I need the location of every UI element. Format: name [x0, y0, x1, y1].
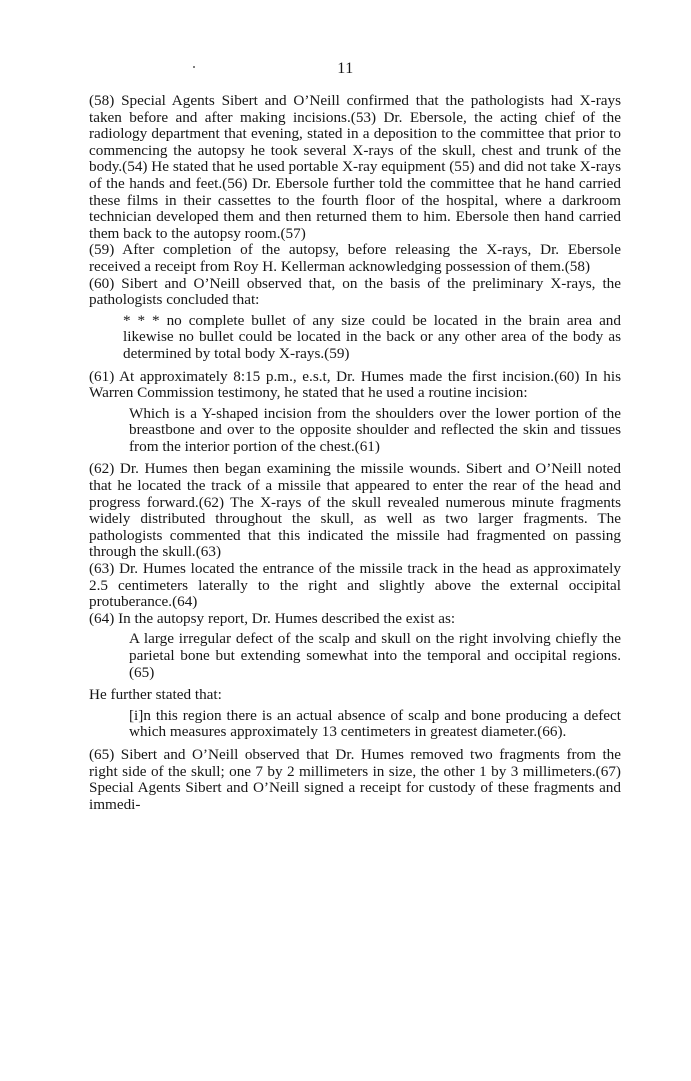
paragraph-58: (58) Special Agents Sibert and O’Neill confirmed that the pathologists had X-rays taken before and after making incisions.(53) Dr. Ebersole, the acting chief of the radiology department that evening, stated in a deposition to the committee that prior to commencing the autopsy he took several X-rays of the skull, chest and trunk of the body.(54) He stated that he used portable X-ray equipment (55) and did not take X-rays of the hands and feet.(56) Dr. Ebersole further told the committee that he hand carried these films in their cassettes to the fourth floor of the hospital, where a darkroom technician developed them and then returned them to him. Ebersole then hand carried them back to the autopsy room.(57) [89, 92, 621, 242]
paragraph-further-stated: He further stated that: [89, 686, 222, 704]
paragraph-61: (61) At approximately 8:15 p.m., e.s.t, Dr. Humes made the first incision.(60) In his Warren Commission testimony, he stated that he used a routine incision: [89, 367, 621, 402]
paragraph-60: (60) Sibert and O’Neill observed that, on the basis of the preliminary X-rays, the pathologists concluded that: [89, 274, 621, 309]
block-quote-xray-findings: * * * no complete bullet of any size could be located in the brain area and likewise no bullet could be located in the back or any other area of the body as determined by total body X-rays.(59) [123, 311, 621, 362]
scan-speck [193, 66, 195, 68]
page-number: 11 [337, 60, 354, 77]
paragraph-62: (62) Dr. Humes then began examining the missile wounds. Sibert and O’Neill noted that he located the track of a missile that appeared to enter the rear of the head and progress forward.(62) The X-rays of the skull revealed numerous minute fragments widely distributed throughout the skull, as well as two larger fragments. The pathologists commented that this indicated the missile had fragmented on passing through the skull.(63) [89, 460, 621, 561]
paragraph-59: (59) After completion of the autopsy, before releasing the X-rays, Dr. Ebersole received a receipt from Roy H. Kellerman acknowledging possession of them.(58) [89, 241, 621, 275]
paragraph-65: (65) Sibert and O’Neill observed that Dr. Humes removed two fragments from the right side of the skull; one 7 by 2 millimeters in size, the other 1 by 3 millimeters.(67) Special Agents Sibert and O’Neill signed a receipt for custody of these fragments and immedi- [89, 745, 621, 813]
block-quote-defect: A large irregular defect of the scalp and skull on the right involving chiefly the parietal bone but extending somewhat into the temporal and occipital regions.(65) [129, 630, 621, 681]
block-quote-absence: [i]n this region there is an actual absence of scalp and bone producing a defect which measures approximately 13 centimeters in greatest diameter.(66). [129, 706, 621, 741]
paragraph-64: (64) In the autopsy report, Dr. Humes described the exist as: [89, 609, 456, 627]
block-quote-y-incision: Which is a Y-shaped incision from the shoulders over the lower portion of the breastbone and over to the opposite shoulder and reflected the skin and tissues from the interior portion of the chest.(61) [129, 404, 621, 455]
paragraph-63: (63) Dr. Humes located the entrance of the missile track in the head as approximately 2.5 centimeters laterally to the right and slightly above the external occipital protuberance.(64) [89, 560, 621, 611]
body-text [89, 93, 621, 813]
